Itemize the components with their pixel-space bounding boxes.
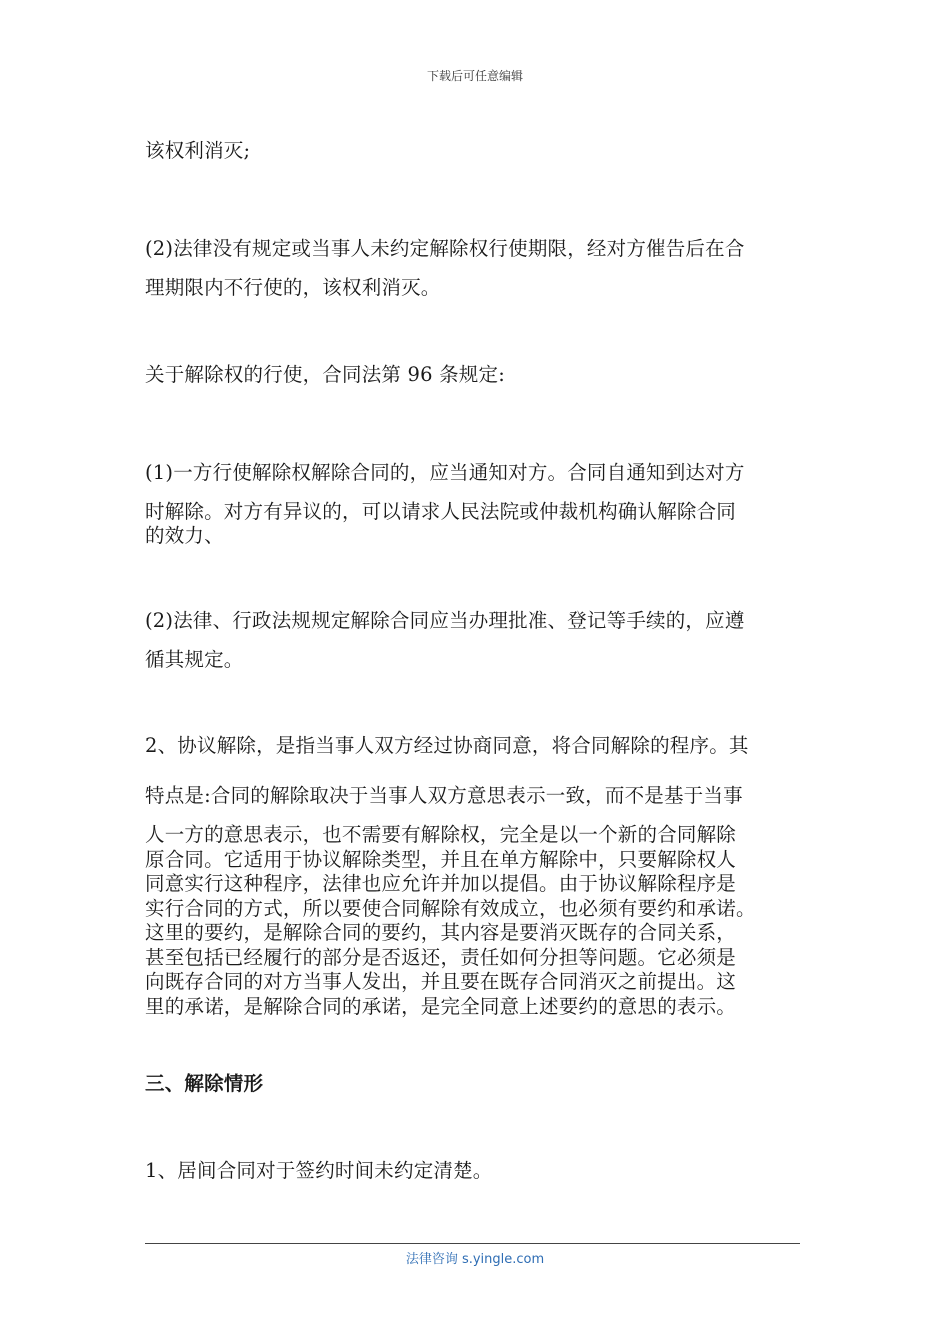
paragraph-line: (2)法律、行政法规规定解除合同应当办理批准、登记等手续的，应遵 — [145, 609, 745, 632]
section-heading: 三、解除情形 — [145, 1072, 264, 1095]
paragraph-line: (2)法律没有规定或当事人未约定解除权行使期限，经对方催告后在合 — [145, 237, 745, 260]
footer-divider — [145, 1243, 800, 1244]
paragraph-line: 这里的要约，是解除合同的要约，其内容是要消灭既存的合同关系， — [145, 921, 737, 944]
paragraph-line: 2、协议解除，是指当事人双方经过协商同意，将合同解除的程序。其 — [145, 734, 749, 757]
paragraph-line: 该权利消灭; — [145, 139, 251, 162]
paragraph-line: (1)一方行使解除权解除合同的，应当通知对方。合同自通知到达对方 — [145, 461, 745, 484]
page-header-note: 下载后可任意编辑 — [426, 69, 523, 83]
paragraph-line: 1、居间合同对于签约时间未约定清楚。 — [145, 1159, 493, 1182]
paragraph-line: 同意实行这种程序，法律也应允许并加以提倡。由于协议解除程序是 — [145, 872, 737, 895]
paragraph-block — [145, 823, 805, 1019]
paragraph-line: 人一方的意思表示，也不需要有解除权，完全是以一个新的合同解除 — [145, 823, 737, 846]
paragraph-line: 里的承诺，是解除合同的承诺，是完全同意上述要约的意思的表示。 — [145, 994, 737, 1018]
paragraph-line: 向既存合同的对方当事人发出，并且要在既存合同消灭之前提出。这 — [145, 970, 737, 993]
paragraph-line: 的效力、 — [145, 524, 224, 547]
paragraph-line: 实行合同的方式，所以要使合同解除有效成立，也必须有要约和承诺。 — [145, 896, 756, 920]
paragraph-line: 循其规定。 — [145, 648, 244, 671]
paragraph-line: 理期限内不行使的，该权利消灭。 — [145, 276, 441, 299]
footer-link[interactable]: 法律咨询 s.yingle.com — [405, 1252, 545, 1267]
paragraph-line: 时解除。对方有异议的，可以请求人民法院或仲裁机构确认解除合同 — [145, 500, 737, 523]
paragraph-line: 原合同。它适用于协议解除类型，并且在单方解除中，只要解除权人 — [145, 847, 737, 871]
paragraph-line: 特点是:合同的解除取决于当事人双方意思表示一致，而不是基于当事 — [145, 784, 743, 807]
paragraph-line: 关于解除权的行使，合同法第 96 条规定: — [145, 363, 505, 386]
paragraph-line: 甚至包括已经履行的部分是否返还，责任如何分担等问题。它必须是 — [145, 945, 737, 969]
